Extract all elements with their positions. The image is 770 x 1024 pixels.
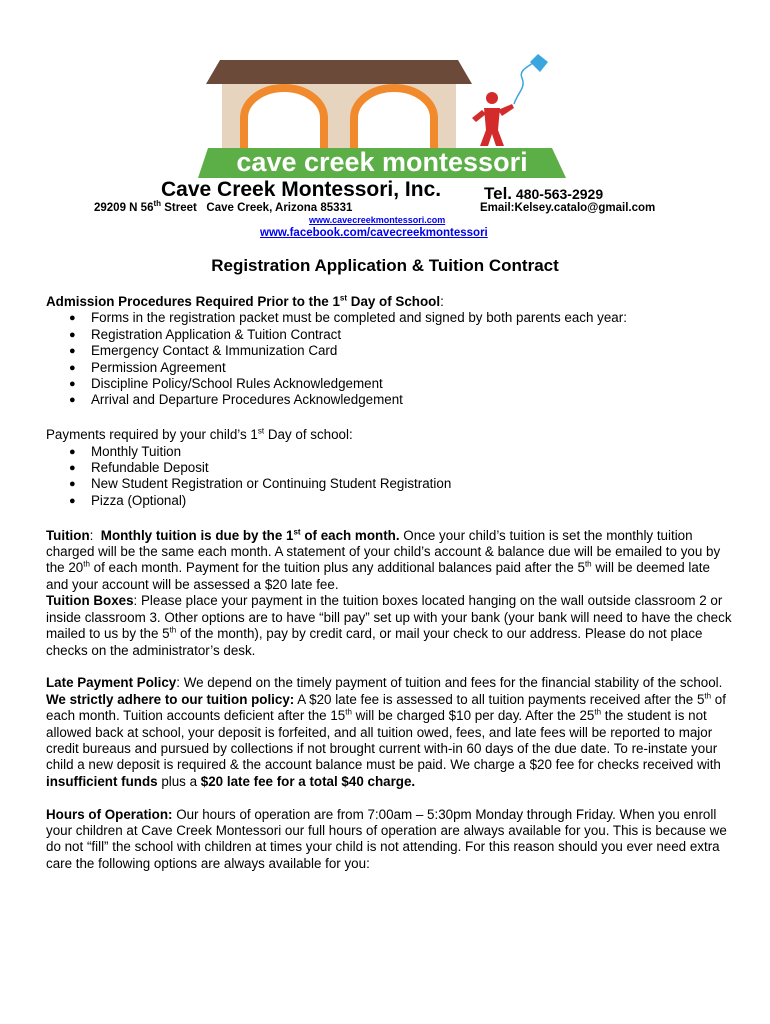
admission-list bbox=[46, 310, 736, 408]
school-name: Cave Creek Montessori, Inc. bbox=[161, 178, 442, 201]
list-item: ● Emergency Contact & Immunization Card bbox=[46, 343, 736, 359]
admission-heading: Admission Procedures Required Prior to the 1st Day of School: bbox=[46, 293, 444, 309]
tuition-boxes-paragraph: Tuition Boxes: Please place your payment in the tuition boxes located hanging on the wall outside classroom 2 or inside classroom 3. Other options are to have “bill pay” set up with your bank (your bank will need to have the check mailed to us by the 5th of the month), pay by credit card, or mail your check to our address. Please do not place checks on the administrator’s desk. bbox=[46, 593, 732, 658]
late-payment-paragraph: Late Payment Policy: We depend on the timely payment of tuition and fees for the financial stability of the school. We strictly adhere to our tuition policy: A $20 late fee is assessed to all tuition payments received after the 5th of each month. Tuition accounts deficient after the 15th will be charged $10 per day. After the 25th the student is not allowed back at school, your deposit is forfeited, and all tuition owed, fees, and late fees will be reported to major credit bureaus and pursued by collections if not brought current with-in 60 days of the due date. To re-instate your child a new deposit is required & the account balance must be paid. We charge a $20 fee for checks received with insufficient funds plus a $20 late fee for a total $40 charge. bbox=[46, 675, 726, 789]
arch-left bbox=[244, 88, 324, 148]
street-address: 29209 N 56th Street Cave Creek, Arizona 85331 bbox=[94, 199, 353, 214]
list-item: ● Registration Application & Tuition Contract bbox=[46, 327, 736, 343]
payments-list bbox=[46, 444, 736, 510]
school-logo bbox=[196, 52, 568, 182]
kite-icon bbox=[530, 54, 548, 72]
list-item: ● Permission Agreement bbox=[46, 360, 736, 376]
tel-label: Tel. bbox=[484, 184, 513, 203]
facebook-link[interactable]: www.facebook.com/cavecreekmontessori bbox=[260, 227, 488, 239]
list-item: ● Monthly Tuition bbox=[46, 444, 736, 460]
arch-right bbox=[354, 88, 434, 148]
logo-text: cave creek montessori bbox=[236, 147, 528, 177]
document-body bbox=[46, 294, 736, 872]
website-link[interactable]: www.cavecreekmontessori.com bbox=[309, 215, 446, 225]
email-address: Email:Kelsey.catalo@gmail.com bbox=[480, 202, 656, 214]
list-item: ● Refundable Deposit bbox=[46, 460, 736, 476]
list-item: ● Forms in the registration packet must be completed and signed by both parents each year: bbox=[46, 310, 736, 326]
document-title: Registration Application & Tuition Contract bbox=[211, 256, 559, 275]
roof bbox=[206, 60, 472, 84]
list-item: ● Pizza (Optional) bbox=[46, 493, 736, 509]
payments-intro: Payments required by your child’s 1st Day of school: bbox=[46, 426, 353, 443]
kite-string bbox=[514, 62, 534, 104]
child-figure bbox=[472, 92, 514, 146]
tuition-paragraph: Tuition: Monthly tuition is due by the 1st of each month. Once your child’s tuition is set the monthly tuition charged will be the same each month. A statement of your child’s account & balance due will be emailed to you by the 20th of each month. Payment for the tuition plus any additional balances paid after the 5th will be deemed late and your account will be assessed a $20 late fee. bbox=[46, 527, 721, 592]
list-item: ● Discipline Policy/School Rules Acknowledgement bbox=[46, 376, 736, 392]
tel-number: 480-563-2929 bbox=[515, 186, 604, 202]
telephone bbox=[484, 184, 603, 204]
hours-paragraph: Hours of Operation: Our hours of operation are from 7:00am – 5:30pm Monday through Friday. When you enroll your children at Cave Creek Montessori our full hours of operation are always available for you. This is because we do not “fill” the school with children at times your child is not attending. For this reason should you ever need extra care the following options are always available for you: bbox=[46, 806, 727, 871]
list-item: ● New Student Registration or Continuing Student Registration bbox=[46, 476, 736, 492]
list-item: ● Arrival and Departure Procedures Acknowledgement bbox=[46, 392, 736, 408]
